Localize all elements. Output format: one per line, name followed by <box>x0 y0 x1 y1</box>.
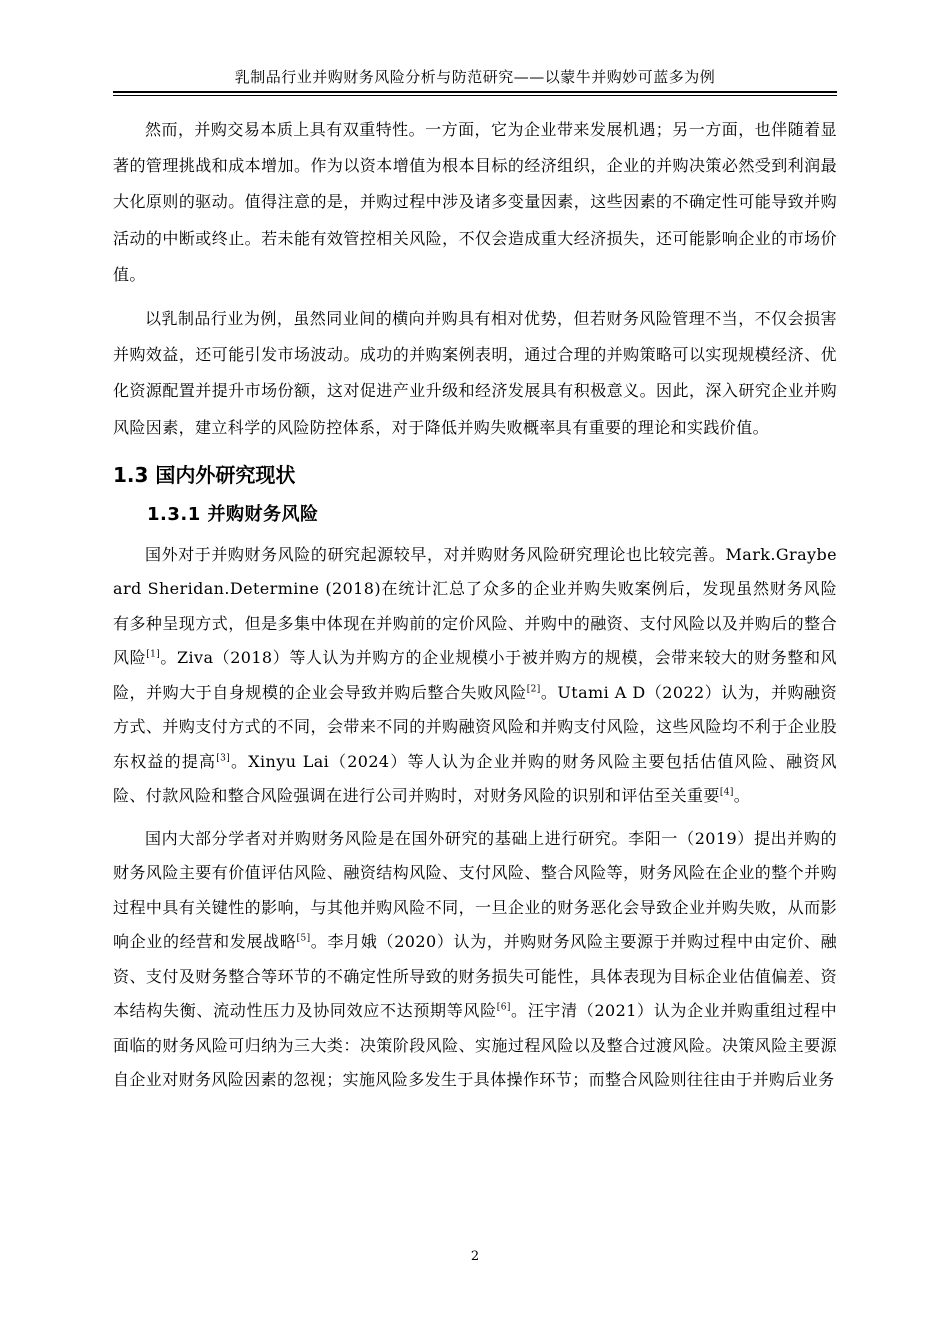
body-paragraph-2: 以乳制品行业为例，虽然同业间的横向并购具有相对优势，但若财务风险管理不当，不仅会损害并购效益，还可能引发市场波动。成功的并购案例表明，通过合理的并购策略可以实现规模经济、优化资源配置并提升市场份额，这对促进产业升级和经济发展具有积极意义。因此，深入研究企业并购风险因素，建立科学的风险防控体系，对于降低并购失败概率具有重要的理论和实践价值。 <box>113 309 837 437</box>
body-paragraph-1: 然而，并购交易本质上具有双重特性。一方面，它为企业带来发展机遇；另一方面，也伴随着显著的管理挑战和成本增加。作为以资本增值为根本目标的经济组织，企业的并购决策必然受到利润最大化原则的驱动。值得注意的是，并购过程中涉及诸多变量因素，这些因素的不确定性可能导致并购活动的中断或终止。若未能有效管控相关风险，不仅会造成重大经济损失，还可能影响企业的市场价值。 <box>113 120 837 284</box>
paragraph-3-text-4: 。Xinyu Lai（2024）等人认为企业并购的财务风险主要包括估值风险、融资风险、付款风险和整合风险强调在进行公司并购时，对财务风险的识别和评估至关重要 <box>113 751 837 806</box>
citation-4: [4] <box>719 788 734 798</box>
citation-5: [5] <box>296 934 311 944</box>
header-rule-thick <box>113 91 837 93</box>
citation-6: [6] <box>496 1003 511 1013</box>
citation-2: [2] <box>526 684 541 695</box>
running-header: 乳制品行业并购财务风险分析与防范研究——以蒙牛并购妙可蓝多为例 <box>234 68 716 86</box>
header-rule-thin <box>113 95 837 96</box>
page-number: 2 <box>470 1249 480 1264</box>
paragraph-3-text-1: 国外对于并购财务风险的研究起源较早，对并购财务风险研究理论也比较完善。Mark.Graybeard Sheridan.Determine (2018)在统计汇总了众多的企业并购失败案例后，发现虽然财务风险有多种呈现方式，但是多集中体现在并购前的定价风险、并购中的融资、支付风险以及并购后的整合风险 <box>113 544 837 668</box>
body-paragraph-3 <box>113 538 837 814</box>
body-paragraph-4 <box>113 822 837 1098</box>
paragraph-4-text-2: 。李月娥（2020）认为，并购财务风险主要源于并购过程中由定价、融资、支付及财务整合等环节的不确定性所导致的财务损失可能性，具体表现为目标企业估值偏差、资本结构失衡、流动性压力及协同效应不达预期等风险 <box>113 932 837 1021</box>
section-heading: 1.3 国内外研究现状 <box>113 462 296 487</box>
citation-3: [3] <box>216 753 231 764</box>
subsection-heading: 1.3.1 并购财务风险 <box>147 503 319 525</box>
paragraph-4-text-1: 国内大部分学者对并购财务风险是在国外研究的基础上进行研究。李阳一（2019）提出并购的财务风险主要有价值评估风险、融资结构风险、支付风险、整合风险等，财务风险在企业的整个并购过程中具有关键性的影响，与其他并购风险不同，一旦企业的财务恶化会导致企业并购失败，从而影响企业的经营和发展战略 <box>113 828 837 952</box>
paragraph-3-text-2: 。Ziva（2018）等人认为并购方的企业规模小于被并购方的规模，会带来较大的财务整和风险，并购大于自身规模的企业会导致并购后整合失败风险 <box>113 648 837 702</box>
paragraph-4-text-3: 。汪宇清（2021）认为企业并购重组过程中面临的财务风险可归纳为三大类：决策阶段风险、实施过程风险以及整合过渡风险。决策风险主要源自企业对财务风险因素的忽视；实施风险多发生于具体操作环节；而整合风险则往往由于并购后业务 <box>113 1001 837 1090</box>
paragraph-3-text-3: 。Utami A D（2022）认为，并购融资方式、并购支付方式的不同，会带来不同的并购融资风险和并购支付风险，这些风险均不利于企业股东权益的提高 <box>113 682 837 771</box>
paragraph-3-text-5: 。 <box>733 786 751 806</box>
page-body <box>113 112 837 1106</box>
citation-1: [1] <box>146 650 161 660</box>
